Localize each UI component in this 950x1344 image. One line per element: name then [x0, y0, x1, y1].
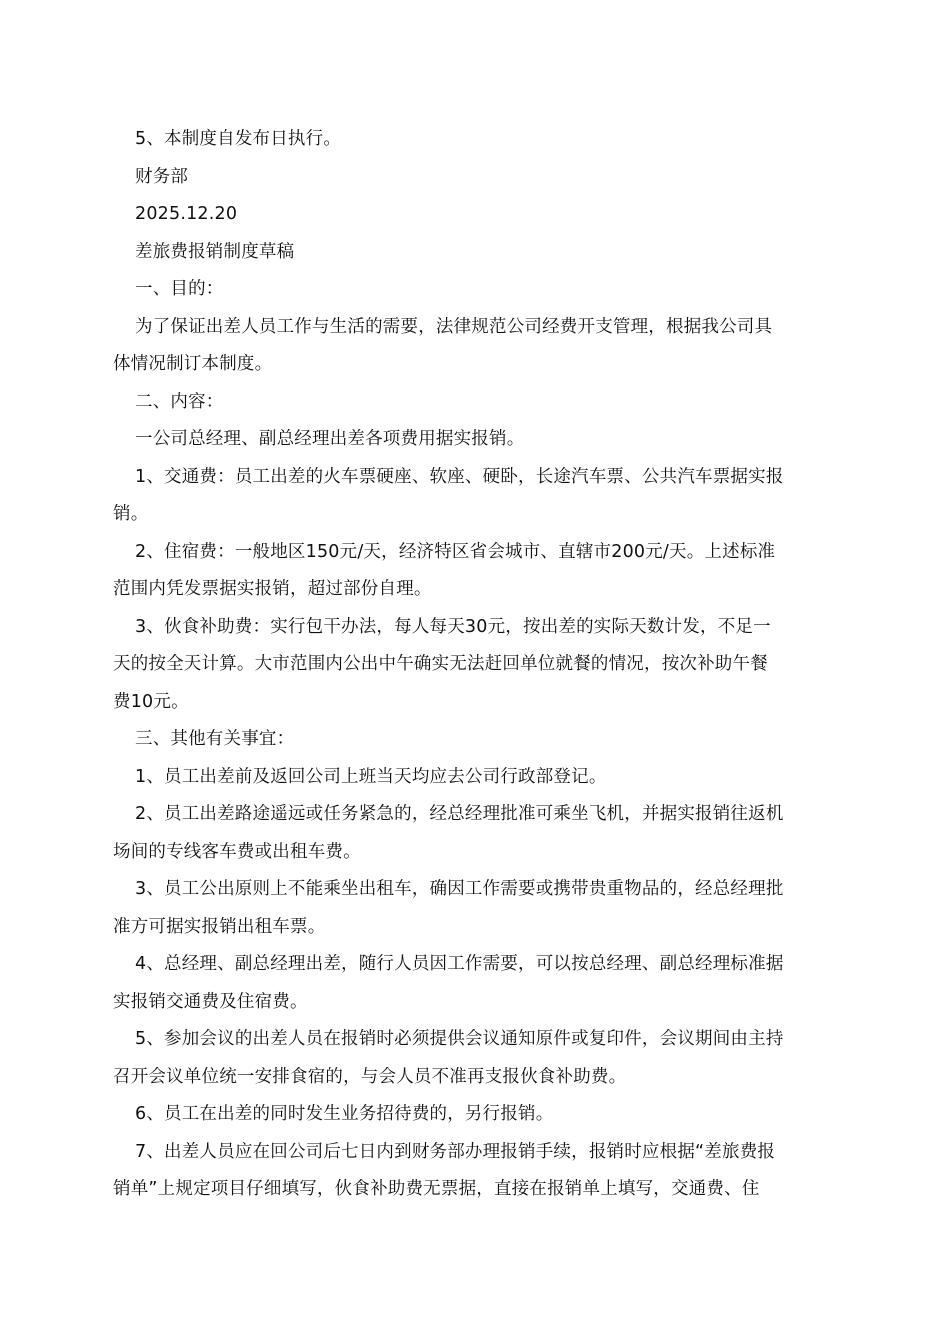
clause-effective-date: 5、本制度自发布日执行。 — [135, 129, 342, 149]
clause-meal-allowance-line: 费10元。 — [113, 691, 189, 712]
clause-transport-line: 销。 — [113, 504, 149, 524]
clause-meal-allowance-line: 天的按全天计算。大市范围内公出中午确实无法赶回单位就餐的情况，按次补助午餐 — [113, 654, 768, 674]
other-clause-4-line: 实报销交通费及住宿费。 — [113, 991, 308, 1012]
content-intro-line: 一公司总经理、副总经理出差各项费用据实报销。 — [135, 429, 525, 449]
other-clause-1-line: 1、员工出差前及返回公司上班当天均应去公司行政部登记。 — [135, 766, 607, 787]
other-clause-3-line: 准方可据实报销出租车票。 — [113, 916, 326, 937]
clause-accommodation-line: 范围内凭发票据实报销，超过部份自理。 — [113, 579, 432, 599]
other-clause-3-line: 3、员工公出原则上不能乘坐出租车，确因工作需要或携带贵重物品的，经总经理批 — [135, 879, 784, 899]
other-clause-4-line: 4、总经理、副总经理出差，随行人员因工作需要，可以按总经理、副总经理标准据 — [135, 954, 784, 974]
issue-date: 2025.12.20 — [135, 204, 238, 224]
other-clause-6-line: 6、员工在出差的同时发生业务招待费的，另行报销。 — [135, 1104, 554, 1124]
section-heading-purpose: 一、目的： — [135, 279, 224, 299]
clause-transport-line: 1、交通费：员工出差的火车票硬座、软座、硬卧，长途汽车票、公共汽车票据实报 — [135, 466, 784, 487]
document-title: 差旅费报销制度草稿 — [135, 241, 295, 262]
section-heading-other: 三、其他有关事宜： — [135, 729, 295, 749]
other-clause-5-line: 5、参加会议的出差人员在报销时必须提供会议通知原件或复印件，会议期间由主持 — [135, 1029, 784, 1049]
purpose-paragraph-line: 为了保证出差人员工作与生活的需要，法律规范公司经费开支管理，根据我公司具 — [135, 316, 773, 337]
section-heading-content: 二、内容： — [135, 391, 224, 412]
issuer-department: 财务部 — [135, 166, 189, 187]
purpose-paragraph-line: 体情况制订本制度。 — [113, 354, 273, 374]
other-clause-2-line: 场间的专线客车费或出租车费。 — [113, 841, 361, 862]
other-clause-7-line: 7、出差人员应在回公司后七日内到财务部办理报销手续，报销时应根据“差旅费报 — [135, 1141, 776, 1162]
other-clause-5-line: 召开会议单位统一安排食宿的，与会人员不准再支报伙食补助费。 — [113, 1066, 627, 1087]
other-clause-7-line: 销单”上规定项目仔细填写，伙食补助费无票据，直接在报销单上填写，交通费、住 — [113, 1179, 760, 1199]
clause-meal-allowance-line: 3、伙食补助费：实行包干办法，每人每天30元，按出差的实际天数计发，不足一 — [135, 616, 771, 637]
clause-accommodation-line: 2、住宿费：一般地区150元/天，经济特区省会城市、直辖市200元/天。上述标准 — [135, 541, 776, 562]
document-body — [113, 121, 835, 1209]
other-clause-2-line: 2、员工出差路途遥远或任务紧急的，经总经理批准可乘坐飞机，并据实报销往返机 — [135, 804, 784, 824]
